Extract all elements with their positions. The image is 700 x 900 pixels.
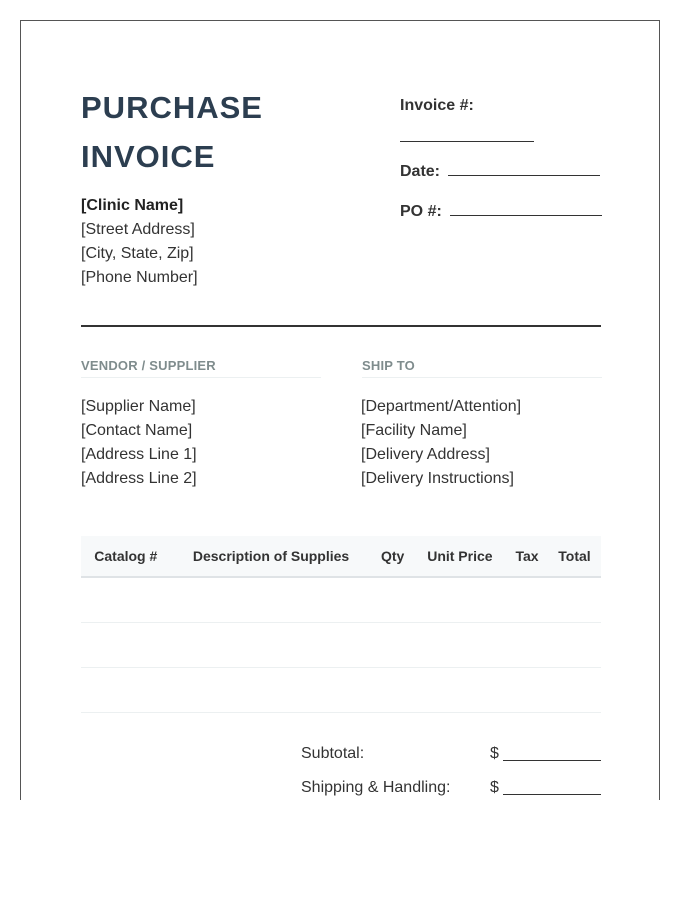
invoice-number-field[interactable]: [400, 127, 534, 142]
vendor-line: [Address Line 2]: [81, 470, 197, 487]
col-total: Total: [548, 536, 601, 577]
ship-to-line: [Facility Name]: [361, 422, 467, 439]
table-row[interactable]: [81, 577, 601, 623]
vendor-line: [Supplier Name]: [81, 398, 196, 415]
ship-to-address: [361, 395, 521, 491]
table-row[interactable]: [81, 668, 601, 713]
clinic-street: [Street Address]: [81, 221, 195, 238]
date-row: [400, 161, 600, 181]
items-table: [81, 536, 601, 713]
clinic-phone: [Phone Number]: [81, 269, 198, 286]
col-catalog: Catalog #: [81, 536, 171, 577]
title-line-2: INVOICE: [81, 139, 216, 174]
col-description: Description of Supplies: [171, 536, 372, 577]
col-unit-price: Unit Price: [414, 536, 506, 577]
header-divider: [81, 325, 601, 327]
ship-to-line: [Delivery Address]: [361, 446, 490, 463]
col-qty: Qty: [372, 536, 414, 577]
subtotal-field[interactable]: [503, 760, 601, 761]
invoice-number-row: [400, 97, 474, 115]
vendor-line: [Contact Name]: [81, 422, 193, 439]
table-row[interactable]: [81, 623, 601, 668]
vendor-address: [81, 395, 197, 491]
ship-to-line: [Department/Attention]: [361, 398, 522, 415]
invoice-number-label: Invoice #:: [400, 97, 474, 114]
invoice-page: [20, 20, 660, 800]
po-label: PO #:: [400, 203, 442, 220]
date-field[interactable]: [448, 161, 600, 176]
po-field[interactable]: [450, 201, 602, 216]
clinic-city: [City, State, Zip]: [81, 245, 194, 262]
subtotal-label: Subtotal:: [301, 745, 365, 762]
date-label: Date:: [400, 163, 441, 180]
shipping-label: Shipping & Handling:: [301, 779, 451, 796]
shipping-currency: $: [490, 779, 499, 796]
invoice-title: [81, 83, 361, 181]
title-line-1: PURCHASE: [81, 90, 263, 125]
vendor-line: [Address Line 1]: [81, 446, 197, 463]
vendor-heading: VENDOR / SUPPLIER: [81, 358, 321, 378]
items-header-row: [81, 536, 601, 577]
subtotal-currency: $: [490, 745, 499, 762]
po-row: [400, 201, 602, 221]
ship-to-heading: SHIP TO: [362, 358, 602, 378]
clinic-name: [Clinic Name]: [81, 197, 184, 214]
ship-to-line: [Delivery Instructions]: [361, 470, 514, 487]
clinic-info: [81, 194, 198, 290]
shipping-field[interactable]: [503, 794, 601, 795]
col-tax: Tax: [506, 536, 548, 577]
invoice-number-blank[interactable]: [400, 127, 534, 147]
